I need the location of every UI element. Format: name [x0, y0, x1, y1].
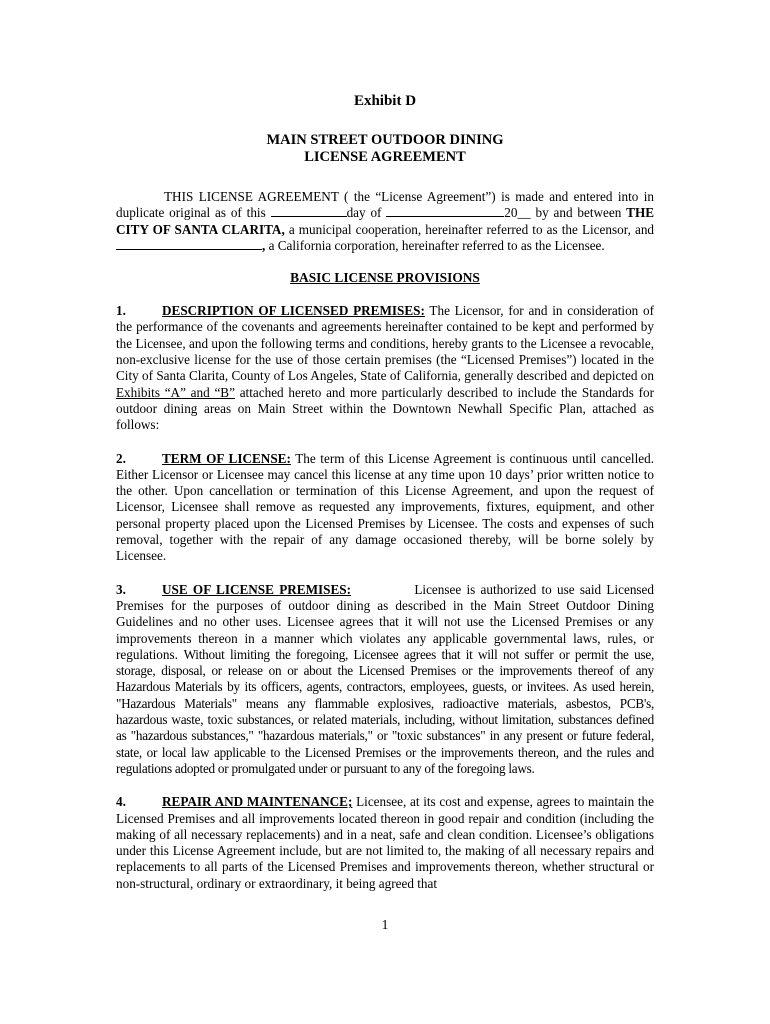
section-text: attached hereto and more particularly described to include the Standards for outdoor dining areas on Main Street within the Downtown Newhall Specific Plan, attached as follows: [116, 384, 655, 433]
licensee-name-blank [116, 238, 262, 250]
section-heading: TERM OF LICENSE: [162, 450, 291, 466]
section-4 [116, 794, 654, 892]
intro-comma: , [262, 237, 266, 253]
intro-text-1: THIS LICENSE AGREEMENT ( the “License Agreement”) is made and entered into in duplicate original as of this [116, 189, 654, 221]
title-line-2: LICENSE AGREEMENT [304, 149, 466, 165]
page-number: 1 [381, 917, 389, 932]
section-number: 2. [116, 450, 126, 466]
exhibit-label: Exhibit D [353, 93, 417, 109]
section-text: Licensee is authorized to use said Licensed Premises for the purposes of outdoor dining as described in the Main Street Outdoor Dining Guidelines and no other uses. Licensee agrees that it will not use the Licensed Premises or any improvements thereon in a manner which violates any applicable governmental laws, rules, or regulations. [116, 581, 658, 662]
date-blank [271, 205, 347, 217]
month-blank [386, 205, 504, 217]
intro-text-2: day of [346, 205, 387, 221]
document-page [116, 92, 658, 892]
section-heading: USE OF LICENSE PREMISES: [162, 581, 352, 597]
section-text: The term of this License Agreement is continuous until cancelled. Either Licensor or Licensee may cancel this license at any time upon 10 days’ prior written notice to the other. Upon cancellation or termination of this License Agreement, and upon the request of Licensor, Licensee shall remove as requested any improvements, fixtures, equipment, and other personal property placed upon the Licensed Premises by Licensee. The costs and expenses of such removal, together with the repair of any damage occasioned thereby, will be borne solely by Licensee. [116, 450, 654, 564]
title-line-1: MAIN STREET OUTDOOR DINING [266, 132, 504, 148]
section-text: Licensee, at its cost and expense, agrees to maintain the Licensed Premises and all improvements located thereon in good repair and condition (including the making of all necessary replacements) and in a neat, safe and clean condition. Licensee’s obligations under this License Agreement include, but are not limited to, the making of all necessary repairs and replacements to all parts of the Licensed Premises and improvements thereon, whether structural or non-structural, ordinary or extraordinary, it being agreed that [116, 794, 655, 891]
section-number: 3. [116, 581, 126, 597]
intro-text-5: a California corporation, hereinafter referred to as the Licensee. [265, 237, 605, 253]
section-number: 4. [116, 794, 126, 810]
intro-text-3: 20__ by and between [504, 205, 627, 221]
section-text: The Licensor, for and in consideration of the performance of the covenants and agreements hereinafter contained to be kept and performed by the Licensee, and upon the following terms and conditions, hereby grants to the Licensee a revocable, non-exclusive license for the use of those certain premises (the “Licensed Premises”) located in the City of Santa Clarita, County of Los Angeles, State of California, generally described and depicted on [116, 303, 655, 384]
section-1 [116, 303, 654, 433]
intro-paragraph [116, 189, 654, 254]
city-name: THE CITY OF SANTA CLARITA, [116, 205, 655, 237]
section-text-hazardous: Without limiting the foregoing, Licensee agrees that it will not suffer or permit the use, storage, disposal, or release on or about the Licensed Premises or the improvements thereof of any Hazardous Materials by its officers, agents, contractors, employees, guests, or invitees. As used herein, "Hazardous Materials" means any flammable explosives, radioactive materials, asbestos, PCB's, hazardous waste, toxic substances, or related materials, including, without limitation, substances defined as "hazardous substances," "hazardous materials," or "toxic substances" in any present or future federal, state, or local law applicable to the Licensed Premises or the improvements thereon, and the rules and regulations adopted or promulgated under or pursuant to any of the foregoing laws. [116, 646, 654, 776]
exhibits-reference: Exhibits “A” and “B” [116, 384, 235, 400]
section-heading: REPAIR AND MAINTENANCE; [162, 794, 353, 810]
section-3 [116, 581, 658, 778]
section-heading: DESCRIPTION OF LICENSED PREMISES: [162, 303, 425, 319]
section-2 [116, 451, 654, 565]
section-number: 1. [116, 303, 126, 319]
basic-provisions-heading: BASIC LICENSE PROVISIONS [290, 270, 480, 286]
intro-text-4: a municipal cooperation, hereinafter referred to as the Licensor, and [284, 221, 655, 237]
document-title [116, 132, 654, 166]
